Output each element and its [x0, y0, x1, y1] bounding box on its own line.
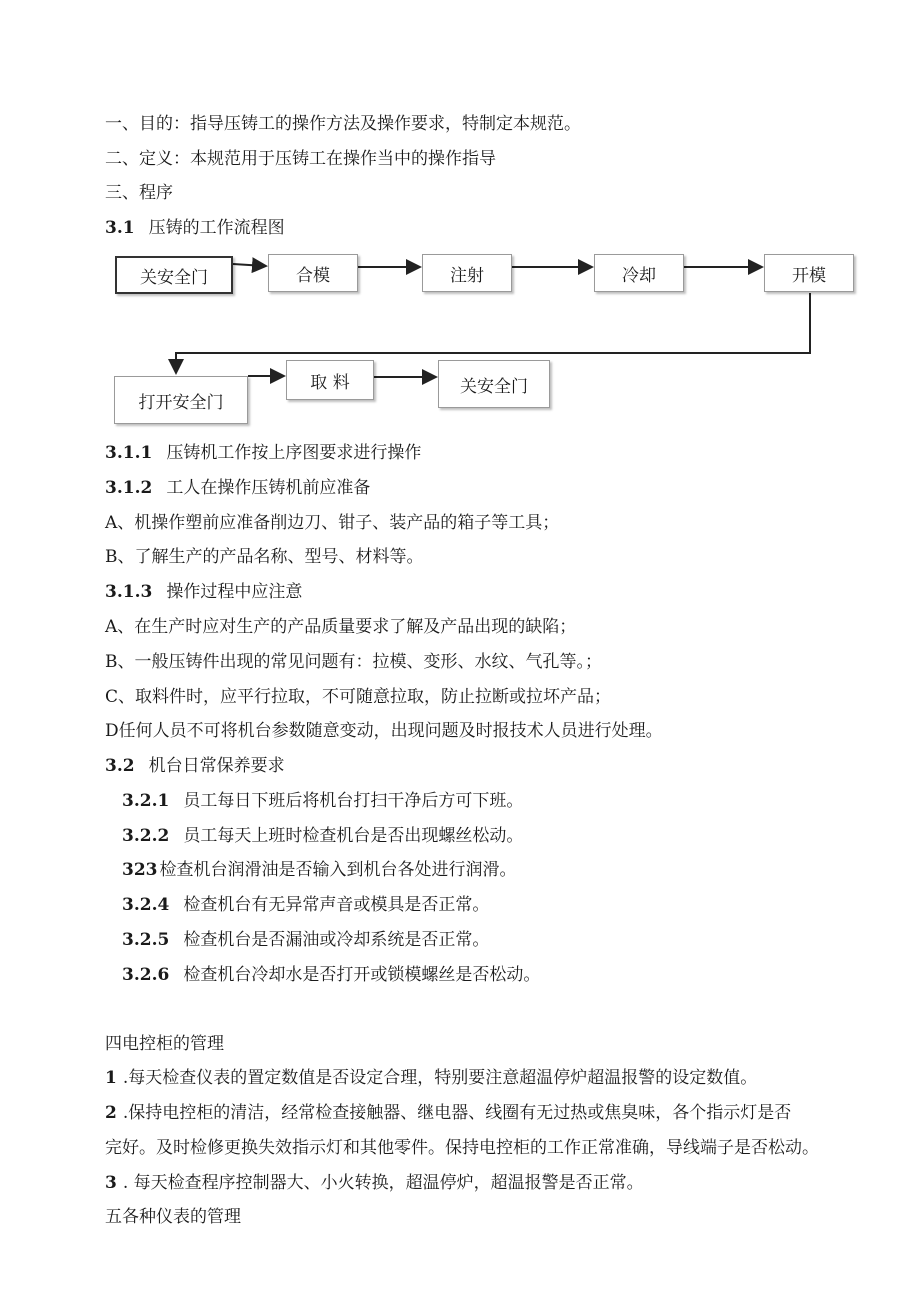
item-text: 检查机台有无异常声音或模具是否正常。 — [183, 895, 490, 915]
purpose-line: 一、目的：指导压铸工的操作方法及操作要求，特制定本规范。 — [105, 114, 581, 134]
item-number: 2 — [105, 1103, 117, 1123]
section-3-1-2 — [105, 477, 370, 499]
section-4-item-1 — [105, 1067, 757, 1089]
flow-step-inject: 注射 — [422, 254, 512, 292]
section-5-heading: 五各种仪表的管理 — [105, 1207, 241, 1227]
section-4-item-2 — [105, 1102, 791, 1124]
section-4-item-2-cont: 完好。及时检修更换失效指示灯和其他零件。保持电控柜的工作正常准确，导线端子是否松动。 — [105, 1138, 819, 1158]
item-number: 1 — [105, 1068, 117, 1088]
item-3-1-3-a: A、在生产时应对生产的产品质量要求了解及产品出现的缺陷； — [105, 617, 577, 637]
section-number: 3.2 — [105, 756, 135, 776]
item-text: 检查机台润滑油是否输入到机台各处进行润滑。 — [159, 860, 517, 880]
item-number: 3.2.2 — [122, 826, 170, 846]
item-3-2-2 — [122, 825, 523, 847]
item-3-1-3-d: D任何人员不可将机台参数随意变动，出现问题及时报技术人员进行处理。 — [105, 721, 663, 741]
section-4-item-3 — [105, 1172, 644, 1194]
item-text: 检查机台是否漏油或冷却系统是否正常。 — [183, 930, 490, 950]
section-4-heading: 四电控柜的管理 — [105, 1034, 224, 1054]
section-text: 工人在操作压铸机前应准备 — [166, 478, 371, 498]
item-text: .每天检查仪表的置定数值是否设定合理，特别要注意超温停炉超温报警的设定数值。 — [122, 1068, 758, 1088]
item-number: 3.2.6 — [122, 965, 170, 985]
item-text: .保持电控柜的清洁，经常检查接触器、继电器、线圈有无过热或焦臭味，各个指示灯是否 — [122, 1103, 792, 1123]
procedure-heading: 三、程序 — [105, 183, 173, 203]
section-3-1-1 — [105, 442, 421, 464]
section-text: 压铸机工作按上序图要求进行操作 — [166, 443, 422, 463]
flow-step-close-mold: 合模 — [268, 254, 358, 292]
definition-line: 二、定义：本规范用于压铸工在操作当中的操作指导 — [105, 149, 496, 169]
item-text: . 每天检查程序控制器大、小火转换，超温停炉，超温报警是否正常。 — [122, 1173, 644, 1193]
flow-step-close-door-2: 关安全门 — [438, 360, 550, 408]
flow-step-take-part: 取 料 — [286, 360, 374, 400]
item-3-1-3-c: C、取料件时，应平行拉取，不可随意拉取，防止拉断或拉坏产品； — [105, 687, 612, 707]
item-text: 员工每日下班后将机台打扫干净后方可下班。 — [183, 791, 524, 811]
section-number: 3.1 — [105, 218, 135, 238]
section-text: 机台日常保养要求 — [148, 756, 285, 776]
arrow-1 — [233, 264, 266, 266]
flow-step-open-mold: 开模 — [764, 254, 854, 292]
item-3-1-3-b: B、一般压铸件出现的常见问题有：拉模、变形、水纹、气孔等。； — [105, 652, 602, 672]
section-number: 3.1.1 — [105, 443, 153, 463]
item-text: 检查机台冷却水是否打开或锁模螺丝是否松动。 — [183, 965, 541, 985]
item-3-2-6 — [122, 964, 540, 986]
item-3-1-2-b: B、了解生产的产品名称、型号、材料等。 — [105, 547, 424, 567]
flow-step-open-door: 打开安全门 — [114, 376, 248, 424]
section-number: 3.1.3 — [105, 582, 153, 602]
section-3-1-3 — [105, 581, 302, 603]
section-number: 3.1.2 — [105, 478, 153, 498]
item-3-2-1 — [122, 790, 523, 812]
item-number: 323 — [122, 860, 158, 880]
item-3-1-2-a: A、机操作塑前应准备削边刀、钳子、装产品的箱子等工具； — [105, 513, 560, 533]
item-3-2-5 — [122, 929, 489, 951]
section-title: 压铸的工作流程图 — [148, 218, 285, 238]
item-number: 3.2.1 — [122, 791, 170, 811]
item-3-2-3 — [122, 859, 517, 881]
section-3-2 — [105, 755, 285, 777]
flow-step-cool: 冷却 — [594, 254, 684, 292]
item-number: 3 — [105, 1173, 117, 1193]
flow-step-close-door: 关安全门 — [115, 256, 233, 294]
item-number: 3.2.4 — [122, 895, 170, 915]
item-text: 员工每天上班时检查机台是否出现螺丝松动。 — [183, 826, 524, 846]
section-text: 操作过程中应注意 — [166, 582, 303, 602]
item-number: 3.2.5 — [122, 930, 170, 950]
item-3-2-4 — [122, 894, 489, 916]
